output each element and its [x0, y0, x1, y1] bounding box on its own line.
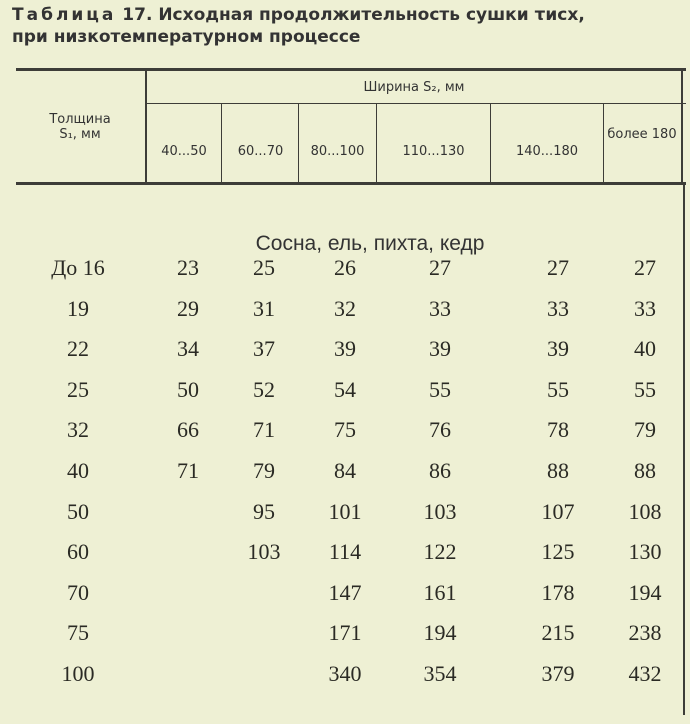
- table-row: [0, 613, 690, 653]
- row-thickness: 100: [61, 661, 95, 686]
- row-value: 23: [177, 255, 199, 280]
- row-value: 432: [628, 661, 662, 686]
- row-value: 194: [628, 579, 662, 605]
- row-value: 114: [328, 539, 362, 565]
- table-row: [0, 289, 690, 329]
- row-value: 238: [628, 620, 662, 646]
- row-value: 40: [634, 336, 656, 362]
- row-value: 55: [547, 376, 569, 402]
- header-divider: [681, 70, 683, 183]
- column-header: 80...100: [310, 144, 365, 159]
- column-header: 110...130: [402, 144, 465, 159]
- thickness-header: [16, 112, 144, 142]
- row-value: 130: [628, 539, 662, 565]
- thickness-header-unit: S₁, мм: [59, 127, 101, 142]
- row-value: 147: [328, 579, 362, 605]
- row-value: 101: [328, 498, 362, 524]
- row-value: 27: [634, 255, 656, 280]
- table-row: [0, 654, 690, 694]
- row-value: 55: [634, 376, 656, 402]
- header-divider: [221, 104, 222, 183]
- column-header: 60...70: [237, 144, 284, 159]
- header-group-rule: [146, 103, 686, 104]
- row-value: 34: [177, 336, 199, 362]
- row-value: 125: [541, 539, 575, 565]
- table-row: [0, 248, 690, 288]
- row-value: 95: [253, 498, 275, 524]
- row-value: 103: [423, 498, 457, 524]
- row-value: 33: [634, 295, 656, 321]
- row-thickness: До 16: [51, 255, 105, 280]
- row-value: 29: [177, 295, 199, 321]
- row-value: 75: [334, 417, 356, 443]
- row-value: 108: [628, 498, 662, 524]
- row-value: 122: [423, 539, 457, 565]
- row-thickness: 40: [67, 458, 89, 483]
- header-divider: [603, 104, 604, 183]
- top-rule: [16, 68, 686, 71]
- row-value: 171: [328, 620, 362, 646]
- row-value: 37: [253, 336, 275, 362]
- row-thickness: 60: [67, 539, 89, 565]
- row-thickness: 75: [67, 620, 89, 646]
- row-value: 25: [253, 255, 275, 280]
- row-value: 71: [177, 458, 199, 483]
- row-value: 340: [328, 661, 362, 686]
- row-value: 39: [334, 336, 356, 362]
- row-thickness: 32: [67, 417, 89, 443]
- column-header: 40...50: [161, 144, 207, 159]
- table-row: [0, 573, 690, 613]
- width-group-header: Ширина S₂, мм: [363, 80, 465, 95]
- row-thickness: 70: [67, 579, 89, 605]
- row-value: 31: [253, 295, 275, 321]
- row-value: 88: [547, 458, 569, 483]
- row-value: 194: [423, 620, 457, 646]
- row-value: 66: [177, 417, 199, 443]
- row-value: 26: [334, 255, 356, 280]
- table-row: [0, 329, 690, 369]
- column-header: 140...180: [515, 144, 579, 159]
- row-value: 354: [423, 661, 457, 686]
- row-value: 54: [334, 376, 356, 402]
- row-value: 32: [334, 295, 356, 321]
- caption-title: 17. Исходная продолжительность сушки τисх,: [122, 5, 585, 25]
- row-value: 161: [423, 579, 457, 605]
- row-value: 55: [429, 376, 451, 402]
- table-row: [0, 451, 690, 491]
- row-value: 71: [253, 417, 275, 443]
- row-value: 79: [634, 417, 656, 443]
- row-value: 33: [547, 295, 569, 321]
- row-value: 39: [429, 336, 451, 362]
- caption-label: Таблица: [12, 5, 117, 25]
- column-header: более 180: [607, 127, 677, 142]
- row-value: 33: [429, 295, 451, 321]
- row-value: 52: [253, 376, 275, 402]
- row-value: 215: [541, 620, 575, 646]
- row-value: 379: [541, 661, 575, 686]
- row-value: 76: [429, 417, 451, 443]
- row-value: 107: [541, 498, 575, 524]
- row-value: 39: [547, 336, 569, 362]
- table-row: [0, 410, 690, 450]
- header-bottom-rule: [16, 182, 686, 185]
- row-thickness: 25: [67, 376, 89, 402]
- row-value: 78: [547, 417, 569, 443]
- row-value: 27: [429, 255, 451, 280]
- table-row: [0, 492, 690, 532]
- row-thickness: 19: [67, 295, 89, 321]
- table-row: [0, 370, 690, 410]
- row-thickness: 50: [67, 498, 89, 524]
- row-value: 27: [547, 255, 569, 280]
- caption-title-line2: при низкотемпературном процессе: [12, 27, 361, 47]
- row-value: 50: [177, 376, 199, 402]
- row-value: 79: [253, 458, 275, 483]
- row-value: 103: [247, 539, 281, 565]
- table-caption: [12, 4, 684, 48]
- section-title: Сосна, ель, пихта, кедр: [255, 232, 485, 255]
- table-row: [0, 532, 690, 572]
- row-value: 178: [541, 579, 575, 605]
- thickness-header-label: Толщина: [49, 112, 111, 127]
- row-value: 86: [429, 458, 451, 483]
- row-value: 88: [634, 458, 656, 483]
- row-value: 84: [334, 458, 356, 483]
- row-thickness: 22: [67, 336, 89, 362]
